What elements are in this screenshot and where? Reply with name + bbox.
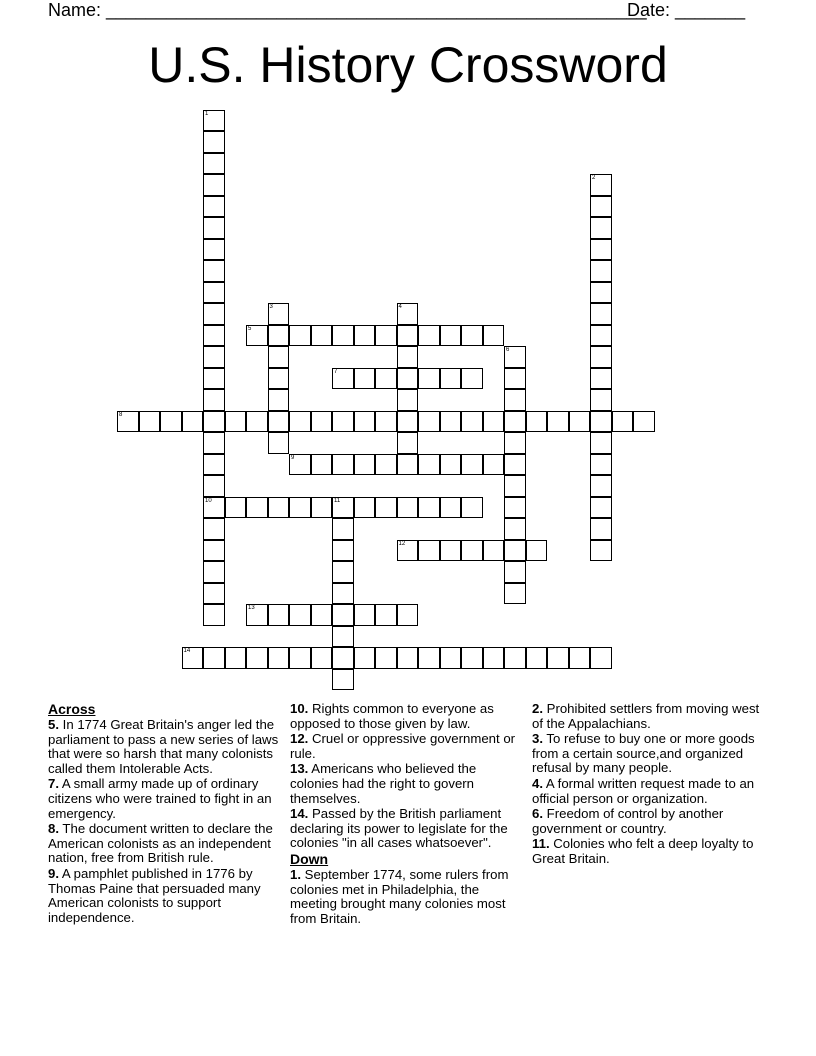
grid-cell[interactable]: [289, 411, 311, 433]
clue-item-number: 3.: [532, 731, 543, 747]
clue-item-text: Passed by the British parliament declaring its power to legislate for the colonies "in all cases whatsoever".: [290, 806, 508, 851]
grid-cell[interactable]: [289, 454, 311, 476]
grid-cell[interactable]: [397, 325, 419, 347]
grid-cell[interactable]: [203, 196, 225, 218]
grid-cell[interactable]: [547, 647, 569, 669]
down-clue-list: [290, 868, 522, 926]
grid-cell[interactable]: [440, 647, 462, 669]
grid-cell[interactable]: [375, 604, 397, 626]
grid-cell[interactable]: [590, 325, 612, 347]
clue-item-text: To refuse to buy one or more goods from a certain source,and organized refusal by many people.: [532, 731, 755, 776]
grid-cell[interactable]: [397, 454, 419, 476]
clue-item-text: A small army made up of ordinary citizens who were trained to fight in an emergency.: [48, 776, 272, 821]
grid-cell[interactable]: [203, 647, 225, 669]
grid-cell[interactable]: [182, 411, 204, 433]
grid-cell[interactable]: [590, 432, 612, 454]
clue-number: 11: [334, 497, 341, 504]
clue-item: [290, 702, 522, 731]
down-clue-list-continued: [532, 702, 772, 867]
grid-cell[interactable]: [526, 411, 548, 433]
clue-number: 3: [269, 304, 273, 310]
grid-cell[interactable]: [289, 325, 311, 347]
clue-item: [290, 807, 522, 851]
grid-cell[interactable]: [139, 411, 161, 433]
grid-cell[interactable]: [203, 174, 225, 196]
grid-cell[interactable]: [203, 561, 225, 583]
grid-cell[interactable]: [332, 604, 354, 626]
grid-cell[interactable]: [504, 647, 526, 669]
grid-cell[interactable]: [569, 411, 591, 433]
grid-cell[interactable]: [590, 239, 612, 261]
grid-cell[interactable]: [332, 325, 354, 347]
clue-item: [48, 718, 284, 776]
grid-cell[interactable]: [504, 475, 526, 497]
grid-cell[interactable]: [332, 497, 354, 519]
grid-cell[interactable]: [633, 411, 655, 433]
grid-cell[interactable]: [332, 561, 354, 583]
grid-cell[interactable]: [375, 647, 397, 669]
grid-cell[interactable]: [375, 368, 397, 390]
grid-cell[interactable]: [203, 131, 225, 153]
grid-cell[interactable]: [590, 647, 612, 669]
grid-cell[interactable]: [375, 325, 397, 347]
grid-cell[interactable]: [354, 604, 376, 626]
grid-cell[interactable]: [526, 647, 548, 669]
clue-item: [290, 762, 522, 806]
grid-cell[interactable]: [268, 604, 290, 626]
name-field[interactable]: Name: ______________________________________________________: [48, 0, 647, 20]
clue-item: [532, 807, 772, 836]
grid-cell[interactable]: [354, 411, 376, 433]
clue-item-number: 10.: [290, 701, 309, 716]
grid-cell[interactable]: [483, 325, 505, 347]
clue-item-number: 14.: [290, 806, 309, 822]
clue-item: [532, 837, 772, 866]
grid-cell[interactable]: [418, 454, 440, 476]
grid-cell[interactable]: [203, 604, 225, 626]
grid-cell[interactable]: [311, 454, 333, 476]
grid-cell[interactable]: [203, 518, 225, 540]
grid-cell[interactable]: [590, 540, 612, 562]
grid-cell[interactable]: [504, 389, 526, 411]
grid-cell[interactable]: [203, 217, 225, 239]
grid-cell[interactable]: [311, 325, 333, 347]
grid-cell[interactable]: [246, 604, 268, 626]
clue-item-number: 5.: [48, 717, 59, 732]
clue-item: [48, 777, 284, 821]
grid-cell[interactable]: [397, 540, 419, 562]
grid-cell[interactable]: [332, 518, 354, 540]
grid-cell[interactable]: [246, 647, 268, 669]
clue-item: [290, 868, 522, 926]
grid-cell[interactable]: [397, 368, 419, 390]
clue-item-text: A formal written request made to an official person or organization.: [532, 775, 755, 806]
grid-cell[interactable]: [203, 239, 225, 261]
clue-item-text: Rights common to everyone as opposed to those given by law.: [290, 701, 494, 731]
grid-cell[interactable]: [246, 497, 268, 519]
grid-cell[interactable]: [203, 153, 225, 175]
grid-cell[interactable]: [225, 497, 247, 519]
clues-column-1: [48, 702, 284, 926]
grid-cell[interactable]: [590, 411, 612, 433]
clue-item-text: A pamphlet published in 1776 by Thomas Paine that persuaded many American colonists to support independence.: [48, 865, 261, 925]
grid-cell[interactable]: [440, 497, 462, 519]
grid-cell[interactable]: [418, 411, 440, 433]
grid-cell[interactable]: [440, 368, 462, 390]
grid-cell[interactable]: [268, 497, 290, 519]
grid-cell[interactable]: [504, 561, 526, 583]
grid-cell[interactable]: [504, 368, 526, 390]
clue-item-number: 12.: [290, 731, 309, 747]
grid-cell[interactable]: [590, 260, 612, 282]
grid-cell[interactable]: [504, 518, 526, 540]
clue-item-text: Colonies who felt a deep loyalty to Great Britain.: [532, 836, 754, 866]
grid-cell[interactable]: [397, 346, 419, 368]
clue-item-text: Americans who believed the colonies had the right to govern themselves.: [290, 761, 477, 806]
grid-cell[interactable]: [483, 411, 505, 433]
across-clue-list: [48, 718, 284, 925]
clue-item: [290, 732, 522, 761]
grid-cell[interactable]: [590, 475, 612, 497]
clue-number: 8: [119, 411, 123, 418]
down-heading: Down: [290, 850, 329, 867]
clue-number: 13: [248, 605, 255, 611]
grid-cell[interactable]: [504, 497, 526, 519]
grid-cell[interactable]: [461, 540, 483, 562]
grid-cell[interactable]: [440, 454, 462, 476]
grid-cell[interactable]: [332, 368, 354, 390]
grid-cell[interactable]: [569, 647, 591, 669]
grid-cell[interactable]: [418, 368, 440, 390]
grid-cell[interactable]: [483, 647, 505, 669]
grid-cell[interactable]: [461, 454, 483, 476]
grid-cell[interactable]: [590, 518, 612, 540]
grid-cell[interactable]: [590, 282, 612, 304]
grid-cell[interactable]: [418, 540, 440, 562]
grid-cell[interactable]: [203, 260, 225, 282]
grid-cell[interactable]: [375, 454, 397, 476]
grid-cell[interactable]: [504, 411, 526, 433]
grid-cell[interactable]: [418, 647, 440, 669]
grid-cell[interactable]: [461, 497, 483, 519]
clue-number: 6: [506, 347, 510, 353]
grid-cell[interactable]: [461, 368, 483, 390]
grid-cell[interactable]: [590, 346, 612, 368]
grid-cell[interactable]: [246, 325, 268, 347]
clue-number: 9: [291, 454, 295, 461]
grid-cell[interactable]: [483, 540, 505, 562]
grid-cell[interactable]: [354, 454, 376, 476]
grid-cell[interactable]: [418, 497, 440, 519]
grid-cell[interactable]: [418, 325, 440, 347]
grid-cell[interactable]: [590, 497, 612, 519]
clue-item-number: 1.: [290, 866, 301, 882]
grid-cell[interactable]: [268, 432, 290, 454]
grid-cell[interactable]: [311, 647, 333, 669]
grid-cell[interactable]: [182, 647, 204, 669]
grid-cell[interactable]: [526, 540, 548, 562]
grid-cell[interactable]: [332, 411, 354, 433]
grid-cell[interactable]: [397, 497, 419, 519]
grid-cell[interactable]: [397, 647, 419, 669]
clue-item-number: 8.: [48, 821, 59, 837]
clue-item-number: 2.: [532, 701, 543, 716]
grid-cell[interactable]: [289, 604, 311, 626]
across-clue-list-continued: [290, 702, 522, 851]
clue-number: 4: [398, 304, 402, 310]
grid-cell[interactable]: [268, 325, 290, 347]
grid-cell[interactable]: [590, 217, 612, 239]
grid-cell[interactable]: [504, 432, 526, 454]
grid-cell[interactable]: [332, 540, 354, 562]
clue-item-number: 13.: [290, 761, 309, 777]
grid-cell[interactable]: [397, 604, 419, 626]
clue-number: 14: [183, 648, 191, 654]
grid-cell[interactable]: [354, 325, 376, 347]
grid-cell[interactable]: [203, 475, 225, 497]
clue-number: 5: [248, 325, 252, 332]
clue-number: 10: [205, 497, 212, 504]
grid-cell[interactable]: [268, 389, 290, 411]
grid-cell[interactable]: [203, 368, 225, 390]
grid-cell[interactable]: [225, 411, 247, 433]
date-field[interactable]: Date: _______: [627, 0, 746, 20]
grid-cell[interactable]: [504, 454, 526, 476]
grid-cell[interactable]: [203, 282, 225, 304]
grid-cell[interactable]: [117, 411, 139, 433]
grid-cell[interactable]: [268, 368, 290, 390]
grid-cell[interactable]: [203, 389, 225, 411]
grid-cell[interactable]: [547, 411, 569, 433]
clues-column-3: [532, 702, 772, 868]
grid-cell[interactable]: [354, 647, 376, 669]
clue-item-number: 4.: [532, 775, 543, 791]
clue-item: [532, 777, 772, 806]
grid-cell[interactable]: [397, 432, 419, 454]
grid-cell[interactable]: [332, 583, 354, 605]
clue-item: [532, 732, 772, 776]
grid-cell[interactable]: [397, 303, 419, 325]
grid-cell[interactable]: [440, 540, 462, 562]
grid-cell[interactable]: [590, 368, 612, 390]
grid-cell[interactable]: [590, 303, 612, 325]
grid-cell[interactable]: [268, 411, 290, 433]
grid-cell[interactable]: [289, 497, 311, 519]
clue-item: [48, 822, 284, 866]
clue-number: 7: [334, 368, 338, 375]
clue-number: 12: [398, 540, 406, 547]
grid-cell[interactable]: [461, 647, 483, 669]
grid-cell[interactable]: [268, 346, 290, 368]
clue-item-number: 6.: [532, 806, 543, 822]
grid-cell[interactable]: [504, 346, 526, 368]
clue-item-text: The document written to declare the American colonists as an independent nation, free from British rule.: [48, 821, 273, 866]
grid-cell[interactable]: [332, 647, 354, 669]
grid-cell[interactable]: [311, 411, 333, 433]
grid-cell[interactable]: [203, 411, 225, 433]
grid-cell[interactable]: [354, 368, 376, 390]
grid-cell[interactable]: [203, 346, 225, 368]
grid-cell[interactable]: [332, 626, 354, 648]
clue-item-text: September 1774, some rulers from colonies met in Philadelphia, the meeting brought many colonies most from Britain.: [290, 866, 509, 926]
grid-cell[interactable]: [483, 454, 505, 476]
grid-cell[interactable]: [461, 325, 483, 347]
grid-cell[interactable]: [160, 411, 182, 433]
grid-cell[interactable]: [203, 303, 225, 325]
grid-cell[interactable]: [440, 325, 462, 347]
clue-item: [48, 867, 284, 925]
grid-cell[interactable]: [311, 604, 333, 626]
grid-cell[interactable]: [354, 497, 376, 519]
clue-item: [532, 702, 772, 731]
grid-cell[interactable]: [203, 497, 225, 519]
grid-cell[interactable]: [461, 411, 483, 433]
grid-cell[interactable]: [332, 669, 354, 691]
grid-cell[interactable]: [440, 411, 462, 433]
grid-cell[interactable]: [504, 583, 526, 605]
grid-cell[interactable]: [375, 497, 397, 519]
grid-cell[interactable]: [268, 647, 290, 669]
clue-item-number: 11.: [532, 836, 550, 852]
grid-cell[interactable]: [203, 110, 225, 132]
page-title: U.S. History Crossword: [148, 37, 668, 93]
clue-item-number: 7.: [48, 776, 59, 792]
grid-cell[interactable]: [590, 389, 612, 411]
grid-cell[interactable]: [311, 497, 333, 519]
across-heading: Across: [48, 701, 96, 717]
grid-cell[interactable]: [590, 196, 612, 218]
grid-cell[interactable]: [289, 647, 311, 669]
clue-item-text: In 1774 Great Britain's anger led the parliament to pass a new series of laws that were so harsh that many colonists called them Intolerable Acts.: [48, 717, 279, 776]
clue-item-text: Prohibited settlers from moving west of the Appalachians.: [532, 701, 760, 731]
grid-cell[interactable]: [203, 540, 225, 562]
grid-cell[interactable]: [203, 454, 225, 476]
grid-cell[interactable]: [590, 174, 612, 196]
grid-cell[interactable]: [332, 454, 354, 476]
clue-item-text: Cruel or oppressive government or rule.: [290, 731, 516, 761]
grid-cell[interactable]: [397, 389, 419, 411]
clue-number: 1: [205, 110, 209, 117]
grid-cell[interactable]: [590, 454, 612, 476]
clue-item-number: 9.: [48, 865, 59, 881]
grid-cell[interactable]: [225, 647, 247, 669]
grid-cell[interactable]: [397, 411, 419, 433]
grid-cell[interactable]: [612, 411, 634, 433]
grid-cell[interactable]: [504, 540, 526, 562]
grid-cell[interactable]: [203, 583, 225, 605]
grid-cell[interactable]: [203, 432, 225, 454]
grid-cell[interactable]: [375, 411, 397, 433]
clue-item-text: Freedom of control by another government or country.: [532, 806, 724, 836]
clues-column-2: [290, 702, 522, 927]
grid-cell[interactable]: [268, 303, 290, 325]
grid-cell[interactable]: [203, 325, 225, 347]
clue-number: 2: [592, 175, 596, 181]
grid-cell[interactable]: [246, 411, 268, 433]
